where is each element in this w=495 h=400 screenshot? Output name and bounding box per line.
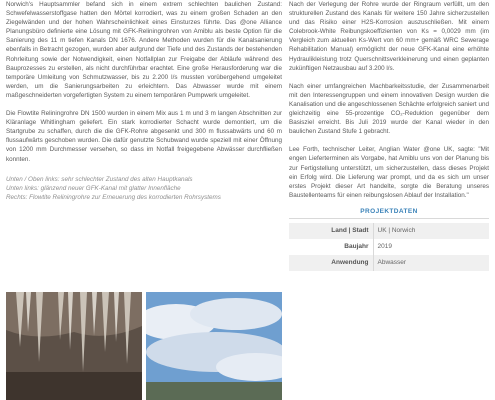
- row-key: Land | Stadt: [289, 223, 373, 239]
- table-row: [289, 239, 489, 255]
- caption-line: Unten links: glänzend neuer GFK-Kanal mit glatter Innenfläche: [6, 184, 181, 192]
- project-data-table: [289, 223, 489, 271]
- table-row: [289, 255, 489, 271]
- hydraulics-paragraph: Nach der Verlegung der Rohre wurde der Ringraum verfüllt, um den strukturellen Zustand des Kanals für weitere 150 Jahre sicherzustellen und das Risiko einer H2S-Korrosion auszuschließen. Mit einem Colebrook-White Reibungskoeffizienten von Ks = 0,0029 mm (im Vergleich zum aktuellen Ks-Wert von 60 mm+ gemäß WRC Sewerage Rehabilitation Manual) ermöglicht der neue GFK-Kanal eine erhöhte Hydraulikleistung trotz Querschnittsverkleinerung und einen geplanten zukünftigen Netzausbau auf 3.200 l/s.: [289, 1, 489, 72]
- right-column: [289, 0, 489, 271]
- quote-paragraph: Lee Forth, technischer Leiter, Anglian Water @one UK, sagte: "Mit engen Lieferterminen als Vorgabe, hat Amiblu uns von der Planung bis zur Fertigstellung unterstützt, um sicherzustellen, dass dieses Projekt ein Erfolg wird. Die Lieferung war prompt, und da es sich um unser erstes Projekt dieser Art handelte, sorgte die Beratung unseres Baustellenteams für einen reibungslosen Ablauf der Installation.": [289, 146, 489, 199]
- row-value: 2019: [377, 242, 392, 250]
- image-captions: [6, 175, 282, 202]
- left-column: [6, 0, 282, 202]
- table-row: [289, 223, 489, 239]
- delivery-paragraph: Die Flowtite Reliningrohre DN 1500 wurden in einem Mix aus 1 m und 3 m langen Abschnitten zur Kläranlage Whitlingham geliefert. Ein stark korrodierter Schacht wurde demontiert, um die Startgrube zu schaffen, durch die die GFK-Rohre abgesenkt und 300 m flussabwärts und 60 m flussaufwärts geschoben wurden. Die dafür genutzte Schubwand wurde speziell mit einer Öffnung von 1200 mm Durchmesser versehen, so dass im Notfall freigegebene Abwässer durchfließen konnten.: [6, 110, 282, 163]
- outcome-paragraph: Nach einer umfangreichen Machbarkeitsstudie, der Zusammenarbeit mit den Interessengruppen und einem innovativen Design wurden die Kanalisation und die angeschlossenen Schächte erfolgreich saniert und gleichzeitig eine 55-prozentige CO₂-Reduktion gegenüber dem Basisziel erreicht. Bis Juli 2019 wurde der Kanal wieder in den baulichen Zustand Stufe 1 gebracht.: [289, 82, 489, 136]
- photo-strip: [6, 292, 282, 400]
- caption-line: Unten / Oben links: sehr schlechter Zustand des alten Hauptkanals: [6, 175, 193, 183]
- row-value: Abwasser: [373, 255, 489, 271]
- row-key: Anwendung: [289, 255, 373, 271]
- caption-line: Rechts: Flowtite Reliningrohre zur Erneuerung des korrodierten Rohrsystems: [6, 193, 221, 201]
- corroded-sewer-photo: [6, 292, 142, 400]
- intro-paragraph: Norwich's Hauptsammler befand sich in einem extrem schlechten baulichen Zustand: Schwefelwasserstoffgase hatten den Mörtel korrodiert, was zu einem großen Schaden an den Ziegelwänden und der hohen Wahrscheinlichkeit eines Einsturzes führte. Das @one Alliance Planungsbüro definierte eine Lösung mit GFK-Reliningrohren von Amiblu als beste Option für die Sanierung des 11 m tiefen Kanals DN 1676. Andere Methoden wurden für die Kanalsanierung ebenfalls in Betracht gezogen, wurden aber aufgrund der Tiefe und des Zustands der bestehenden Rohrleitung sowie der Notwendigkeit, einen Notfallplan zur Freigabe der Abläufe während des Bauprozesses zu erstellen, als nicht durchführbar erachtet. Eine große Herausforderung war die temporäre Umleitung von Schmutzwasser, bis zu 2.200 l/s mussten vorübergehend umgeleitet werden, um die Sanierungsarbeiten zu erleichtern. Das Abwasser wurde mit einem maßgeschneiderten vorgefertigten System zu einem temporären Pumpwerk umgeleitet.: [6, 1, 282, 99]
- pipe-delivery-photo: [146, 292, 282, 400]
- project-data-heading: PROJEKTDATEN: [289, 208, 489, 219]
- row-key: Baujahr: [289, 239, 373, 255]
- row-value: UK | Norwich: [373, 223, 489, 239]
